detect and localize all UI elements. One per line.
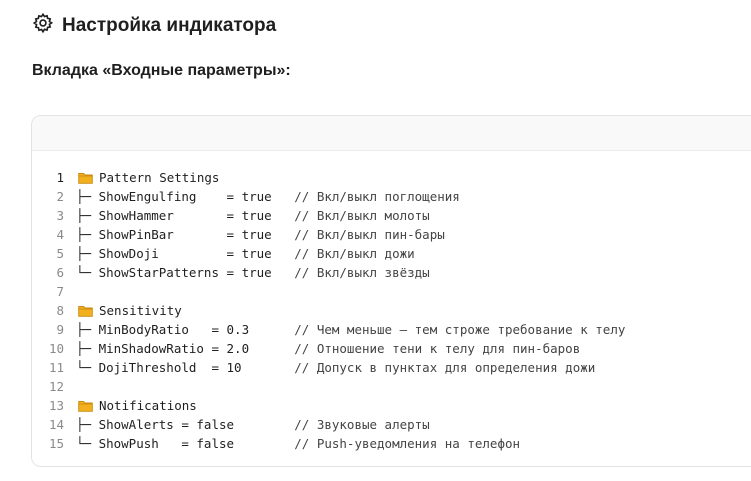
code-text: ├─ MinBodyRatio = 0.3 xyxy=(76,322,295,337)
code-text: ├─ ShowDoji = true xyxy=(76,246,295,261)
code-comment: // Звуковые алерты xyxy=(294,417,430,432)
code-line xyxy=(32,396,625,415)
line-number: 5 xyxy=(56,246,64,261)
code-line xyxy=(32,263,625,282)
code-line xyxy=(32,434,625,453)
code-block-header xyxy=(32,116,751,151)
folder-icon xyxy=(78,305,93,316)
code-text: └─ ShowPush = false xyxy=(76,436,295,451)
code-line xyxy=(32,282,625,301)
code-text: ├─ ShowPinBar = true xyxy=(76,227,295,242)
code-block xyxy=(31,115,751,467)
code-line xyxy=(32,301,625,320)
code-line xyxy=(32,358,625,377)
page-heading xyxy=(32,12,276,40)
code-text: └─ ShowStarPatterns = true xyxy=(76,265,295,280)
line-number: 14 xyxy=(48,417,64,432)
line-number: 8 xyxy=(56,303,64,318)
code-text: ├─ ShowEngulfing = true xyxy=(76,189,295,204)
line-number: 1 xyxy=(56,170,64,185)
code-comment: // Вкл/выкл пин-бары xyxy=(294,227,445,242)
code-comment: // Чем меньше — тем строже требование к телу xyxy=(294,322,626,337)
code-line xyxy=(32,377,625,396)
line-number: 2 xyxy=(56,189,64,204)
code-line xyxy=(32,415,625,434)
line-number: 11 xyxy=(48,360,64,375)
section-name: Pattern Settings xyxy=(99,170,220,185)
line-number: 6 xyxy=(56,265,64,280)
section-name: Sensitivity xyxy=(99,303,182,318)
code-line xyxy=(32,206,625,225)
code-line xyxy=(32,339,625,358)
code-comment: // Вкл/выкл поглощения xyxy=(294,189,460,204)
code-body xyxy=(32,168,625,453)
code-line xyxy=(32,320,625,339)
line-number: 7 xyxy=(56,284,64,299)
page-title: Настройка индикатора xyxy=(62,15,277,36)
code-text: ├─ ShowHammer = true xyxy=(76,208,295,223)
code-line xyxy=(32,225,625,244)
code-text: ├─ MinShadowRatio = 2.0 xyxy=(76,341,295,356)
line-number: 3 xyxy=(56,208,64,223)
line-number: 4 xyxy=(56,227,64,242)
code-text: ├─ ShowAlerts = false xyxy=(76,417,295,432)
line-number: 13 xyxy=(48,398,64,413)
section-subtitle: Вкладка «Входные параметры»: xyxy=(32,62,291,79)
folder-icon xyxy=(78,400,93,411)
code-comment: // Вкл/выкл дожи xyxy=(294,246,415,261)
code-comment: // Допуск в пунктах для определения дожи xyxy=(294,360,596,375)
code-comment: // Отношение тени к телу для пин-баров xyxy=(294,341,581,356)
line-number: 9 xyxy=(56,322,64,337)
section-name: Notifications xyxy=(99,398,197,413)
folder-icon xyxy=(78,172,93,183)
line-number: 12 xyxy=(48,379,64,394)
code-line xyxy=(32,187,625,206)
gear-icon xyxy=(32,12,54,40)
code-comment: // Push-уведомления на телефон xyxy=(294,436,521,451)
code-line xyxy=(32,168,625,187)
code-line xyxy=(32,244,625,263)
code-comment: // Вкл/выкл молоты xyxy=(294,208,430,223)
line-number: 15 xyxy=(48,436,64,451)
code-text: └─ DojiThreshold = 10 xyxy=(76,360,295,375)
line-number: 10 xyxy=(48,341,64,356)
code-comment: // Вкл/выкл звёзды xyxy=(294,265,430,280)
